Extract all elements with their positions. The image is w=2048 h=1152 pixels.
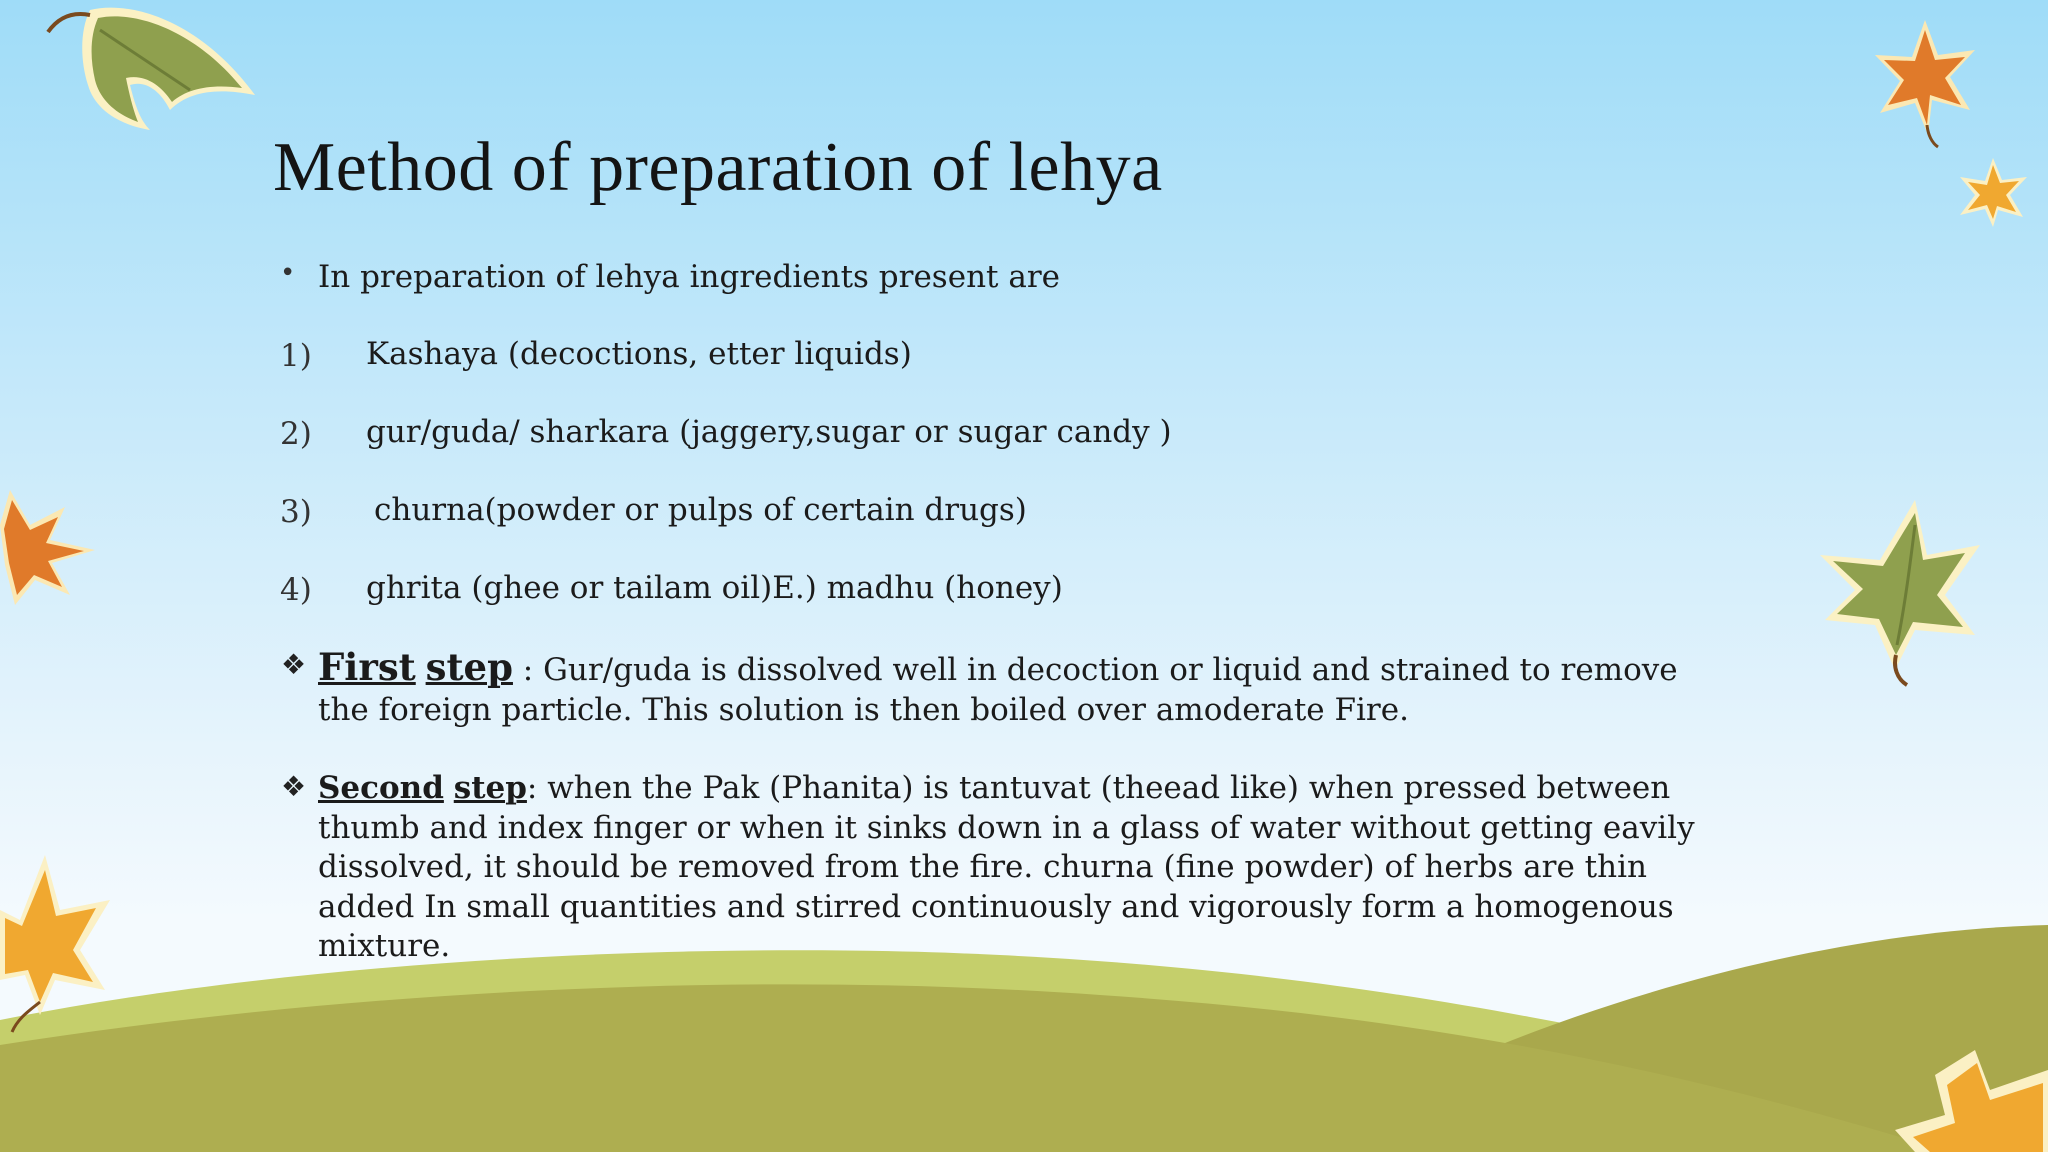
list-item-number: 1) [280, 338, 312, 374]
list-item-number: 2) [280, 416, 312, 452]
list-item-text: churna(powder or pulps of certain drugs) [374, 492, 1027, 528]
diamond-bullet-icon: ❖ [281, 770, 307, 803]
step-label-first: First [318, 645, 416, 689]
list-item-number: 3) [280, 494, 312, 530]
first-step-text [318, 645, 1738, 730]
diamond-bullet-icon: ❖ [281, 648, 307, 681]
list-item-text: gur/guda/ sharkara (jaggery,sugar or sugar candy ) [366, 414, 1172, 450]
step-label-step: step [425, 645, 513, 689]
intro-text: In preparation of lehya ingredients present are [318, 259, 1060, 295]
step-description: : when the Pak (Phanita) is tantuvat (theead like) when pressed between thumb and index finger or when it sinks down in a glass of water without getting eavily dissolved, it should be removed from the fire. churna (fine powder) of herbs are thin added In small quantities and stirred continuously and vigorously form a homogenous mixture. [318, 770, 1695, 964]
second-step-text [318, 769, 1738, 967]
list-item-number: 4) [280, 572, 312, 608]
bullet-icon: • [280, 258, 296, 288]
step-label-second: Second [318, 770, 444, 806]
list-item-text: ghrita (ghee or tailam oil)E.) madhu (honey) [366, 570, 1063, 606]
slide-title: Method of preparation of lehya [273, 129, 1163, 206]
list-item-text: Kashaya (decoctions, etter liquids) [366, 336, 912, 372]
step-label-step: step [453, 770, 527, 806]
step-description: : Gur/guda is dissolved well in decoction or liquid and strained to remove the foreign particle. This solution is then boiled over amoderate Fire. [318, 652, 1678, 728]
